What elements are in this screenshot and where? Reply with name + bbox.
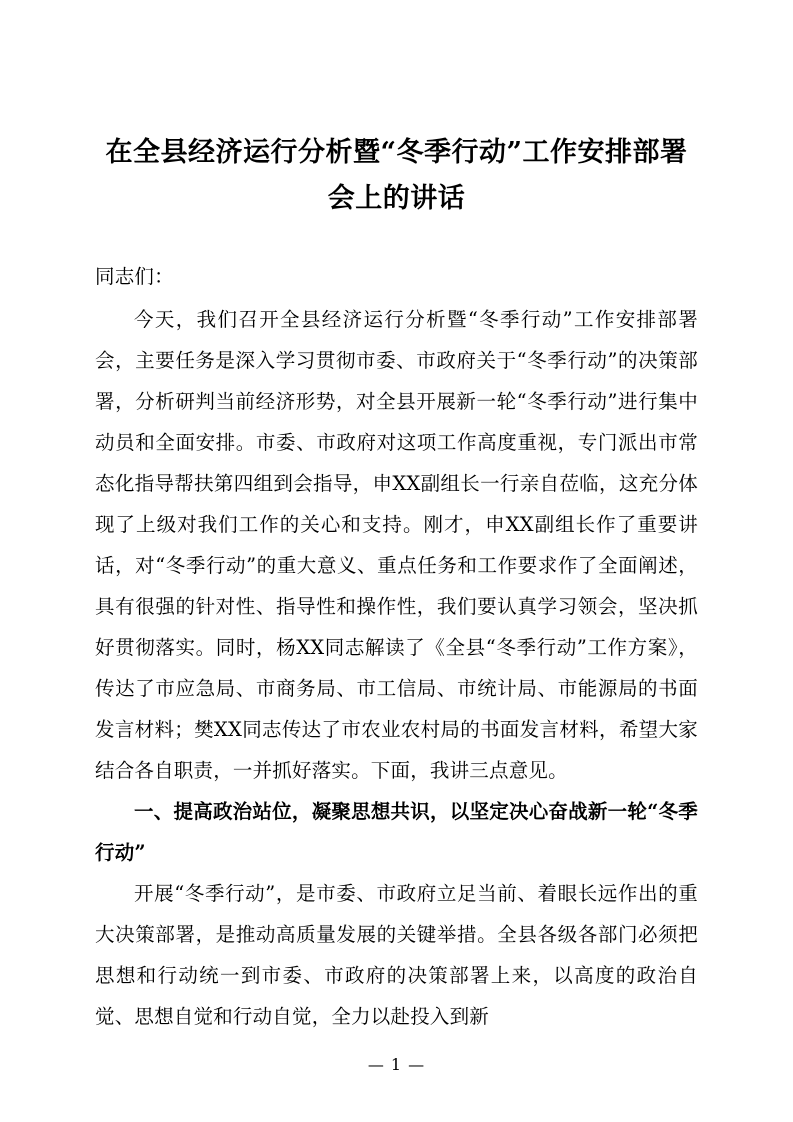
page-number: — 1 —: [367, 1055, 426, 1074]
body-paragraph-2: 开展“冬季行动”，是市委、市政府立足当前、着眼长远作出的重大决策部署，是推动高质量发展的关键举措。全县各级各部门必须把思想和行动统一到市委、市政府的决策部署上来，以高度的政治自觉、思想自觉和行动自觉，全力以赴投入到新: [95, 882, 698, 1028]
section-heading-1: 一、提高政治站位，凝聚思想共识，以坚定决心奋战新一轮“冬季行动”: [95, 800, 698, 864]
page-title: 在全县经济运行分析暨“冬季行动”工作安排部署会上的讲话: [105, 137, 688, 214]
body-paragraph-1: 今天，我们召开全县经济运行分析暨“冬季行动”工作安排部署会，主要任务是深入学习贯彻市委、市政府关于“冬季行动”的决策部署，分析研判当前经济形势，对全县开展新一轮“冬季行动”进行集中动员和全面安排。市委、市政府对这项工作高度重视，专门派出市常态化指导帮扶第四组到会指导，申XX副组长一行亲自莅临，这充分体现了上级对我们工作的关心和支持。刚才，申XX副组长作了重要讲话，对“冬季行动”的重大意义、重点任务和工作要求作了全面阐述，具有很强的针对性、指导性和操作性，我们要认真学习领会，坚决抓好贯彻落实。同时，杨XX同志解读了《全县“冬季行动”工作方案》，传达了市应急局、市商务局、市工信局、市统计局、市能源局的书面发言材料；樊XX同志传达了市农业农村局的书面发言材料，希望大家结合各自职责，一并抓好落实。下面，我讲三点意见。: [95, 308, 698, 782]
salutation: 同志们：: [95, 265, 174, 288]
